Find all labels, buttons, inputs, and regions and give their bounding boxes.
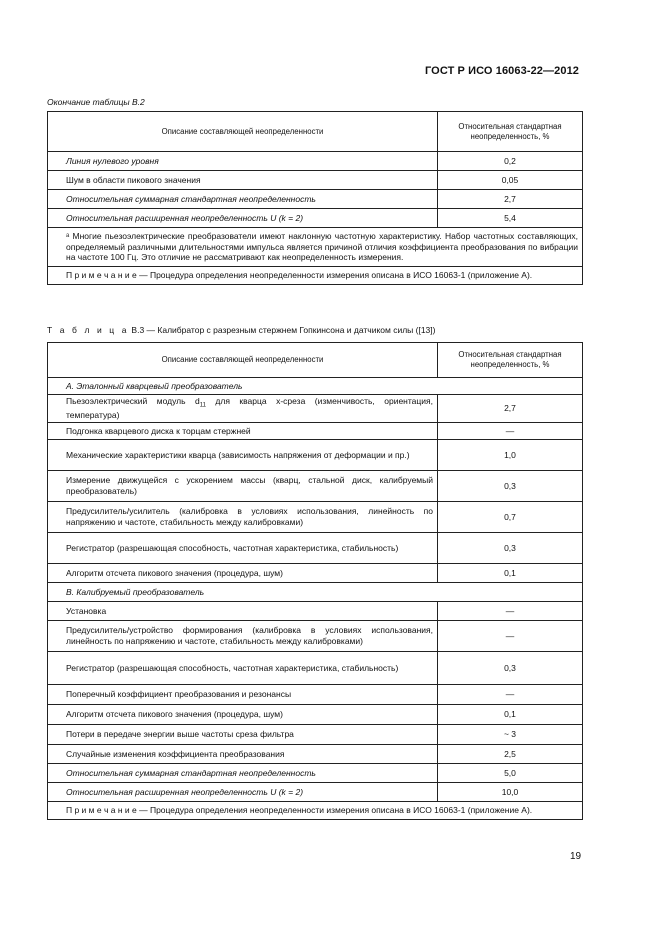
table-row: Линия нулевого уровня 0,2 xyxy=(48,152,583,171)
section-row-b: В. Калибруемый преобразователь xyxy=(48,583,583,602)
table-row: Регистратор (разрешающая способность, частотная характеристика, стабильность) 0,3 xyxy=(48,533,583,564)
table-row: Шум в области пикового значения 0,05 xyxy=(48,171,583,190)
table1-header-row xyxy=(48,112,583,152)
table-row: Потери в передаче энергии выше частоты среза фильтра ~ 3 xyxy=(48,725,583,745)
table1-note-row xyxy=(48,266,583,284)
table2-note-row xyxy=(48,802,583,820)
table2-note: П р и м е ч а н и е — Процедура определения неопределенности измерения описана в ИСО 16063-1 (приложение А). xyxy=(48,802,583,820)
table1-footnote-row xyxy=(48,228,583,267)
table-row: Подгонка кварцевого диска к торцам стержней — xyxy=(48,423,583,440)
table-row: Алгоритм отсчета пикового значения (процедура, шум) 0,1 xyxy=(48,705,583,725)
table2-col-value: Относительная стандартная неопределенность, % xyxy=(438,343,583,378)
table1-note: П р и м е ч а н и е — Процедура определения неопределенности измерения описана в ИСО 16063-1 (приложение А). xyxy=(48,266,583,284)
document-header: ГОСТ Р ИСО 16063-22—2012 xyxy=(424,65,579,77)
table-row: Относительная суммарная стандартная неопределенность 5,0 xyxy=(48,764,583,783)
table-row: Относительная расширенная неопределенность U (k = 2) 10,0 xyxy=(48,783,583,802)
table-row: Измерение движущейся с ускорением массы (кварц, стальной диск, калибруемый преобразователь) 0,3 xyxy=(48,471,583,502)
table-row: Установка — xyxy=(48,602,583,621)
table-row: Предусилитель/устройство формирования (калибровка в условиях использования, линейность по напряжению и частоте, стабильность между калибровками) — xyxy=(48,621,583,652)
table1-caption: Окончание таблицы В.2 xyxy=(47,97,145,107)
table-row: Предусилитель/усилитель (калибровка в условиях использования, линейность по напряжению и частоте, стабильность между калибровками) 0,7 xyxy=(48,502,583,533)
table-b2-continued xyxy=(47,111,583,285)
table2-header-row xyxy=(48,343,583,378)
table2-caption: Т а б л и ц а В.3 — Калибратор с разрезным стержнем Гопкинсона и датчиком силы ([13]) xyxy=(47,325,436,335)
table-row: Алгоритм отсчета пикового значения (процедура, шум) 0,1 xyxy=(48,564,583,583)
table-row: Относительная расширенная неопределенность U (k = 2) 5,4 xyxy=(48,209,583,228)
table1-col-description: Описание составляющей неопределенности xyxy=(48,112,438,152)
table1-col-value: Относительная стандартная неопределенность, % xyxy=(438,112,583,152)
page-number: 19 xyxy=(570,851,582,862)
table-row: Случайные изменения коэффициента преобразования 2,5 xyxy=(48,745,583,764)
table-b3 xyxy=(47,342,583,820)
section-row-a: А. Эталонный кварцевый преобразователь xyxy=(48,378,583,395)
table-row: Механические характеристики кварца (зависимость напряжения от деформации и пр.) 1,0 xyxy=(48,440,583,471)
table-row: Относительная суммарная стандартная неопределенность 2,7 xyxy=(48,190,583,209)
table1-footnote: ᵃ Многие пьезоэлектрические преобразователи имеют наклонную частотную характеристику. Набор частотных составляющих, определяемый различными длительностями импульса является причиной отличия коэффициента преобразования по вибрации на частоте 100 Гц. Это отличие не рассматривают как неопределенность измерения. xyxy=(48,228,583,267)
table2-col-description: Описание составляющей неопределенности xyxy=(48,343,438,378)
table-row: Поперечный коэффициент преобразования и резонансы — xyxy=(48,685,583,705)
table-row: Пьезоэлектрический модуль $d_{11}$ для кварца x-среза (изменчивость, ориентация, температура) 2,7 xyxy=(48,395,583,423)
table-row: Регистратор (разрешающая способность, частотная характеристика, стабильность) 0,3 xyxy=(48,652,583,685)
